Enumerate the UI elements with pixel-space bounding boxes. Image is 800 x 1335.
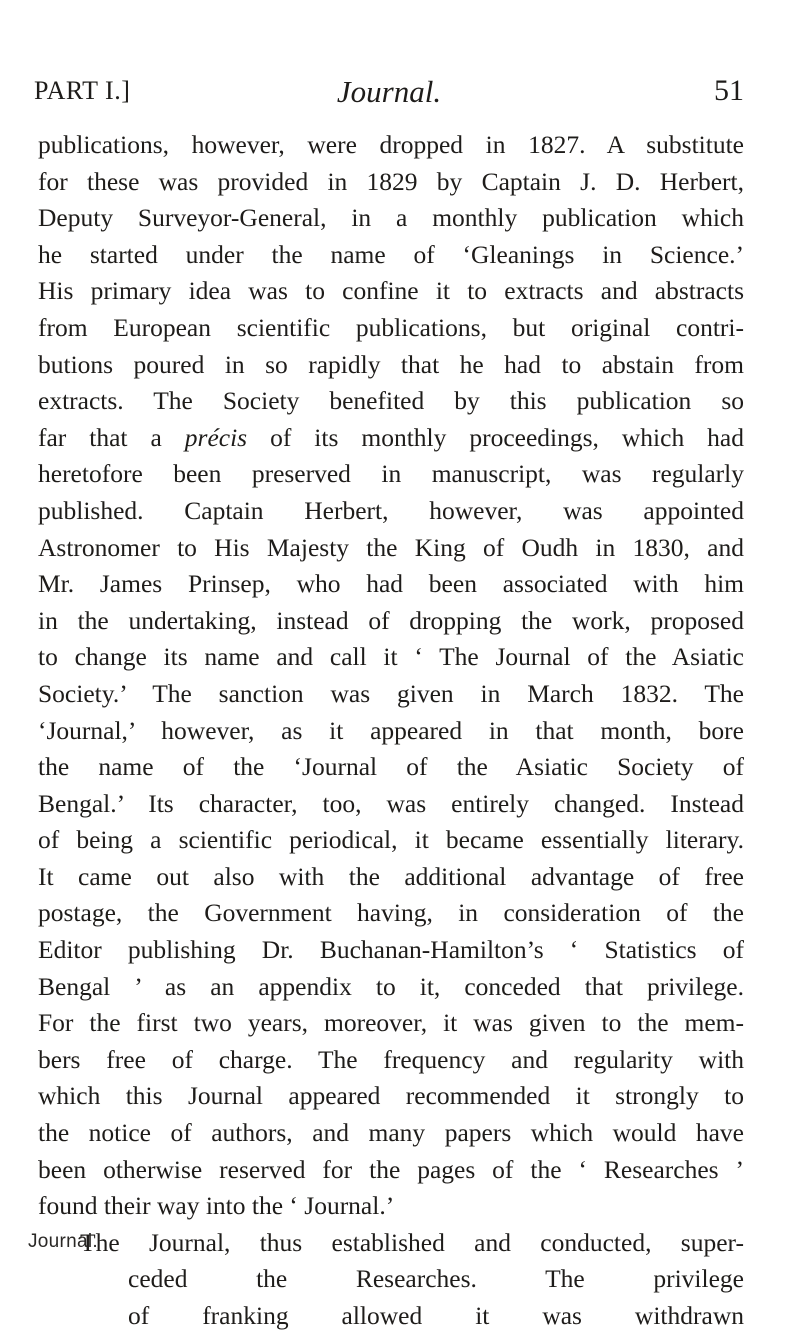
text-line: Bengal ’ as an appendix to it, conceded that privilege. [38,971,744,1001]
text-line: postage, the Government having, in consideration of the [38,898,744,928]
text-line: ‘Journal,’ however, as it appeared in that month, bore [38,715,744,745]
text-line: publications, however, were dropped in 1827. A substitute [38,130,744,159]
text-line: Mr. James Prinsep, who had been associated with him [38,569,744,599]
text-line: of being a scientific periodical, it became essentially literary. [38,825,744,855]
text-line: Deputy Surveyor-General, in a monthly publication which [38,203,744,233]
text-line: published. Captain Herbert, however, was appointed [38,495,744,525]
margin-note: Journal. [28,1231,98,1252]
text-line [38,420,744,457]
text-line: For the first two years, moreover, it was given to the mem- [38,1008,744,1038]
text-segment: of its monthly proceedings, which had [247,422,744,452]
header-title: Journal. [336,74,442,109]
text-line: found their way into the ‘ Journal.’ [38,1191,395,1221]
text-segment: far that a [38,422,185,452]
text-line: in the undertaking, instead of dropping the work, proposed [38,605,744,635]
text-line: ceded the Researches. The privilege [128,1264,744,1294]
text-line: the name of the ‘Journal of the Asiatic Society of [38,752,744,782]
text-line: been otherwise reserved for the pages of the ‘ Researches ’ [38,1154,744,1184]
text-line-paragraph-start: The Journal, thus established and conducted, super- [80,1227,744,1257]
text-line: Bengal.’ Its character, too, was entirely changed. Instead [38,788,744,818]
text-line: Society.’ The sanction was given in March 1832. The [38,678,744,708]
text-line: of franking allowed it was withdrawn [128,1301,744,1330]
italic-word: précis [184,422,248,452]
text-line: His primary idea was to confine it to extracts and abstracts [38,276,744,306]
running-header [34,76,744,116]
text-line: for these was provided in 1829 by Captain J. D. Herbert, [38,166,744,196]
text-line: Astronomer to His Majesty the King of Oudh in 1830, and [38,532,744,562]
text-line: It came out also with the additional advantage of free [38,861,744,891]
text-line: which this Journal appeared recommended it strongly to [38,1081,744,1111]
text-line: from European scientific publications, but original contri- [38,312,744,342]
body-paragraph [38,127,744,1335]
text-line: Editor publishing Dr. Buchanan-Hamilton’s ‘ Statistics of [38,935,744,965]
text-line: bers free of charge. The frequency and regularity with [38,1044,744,1074]
header-part-label: PART I.] [34,76,131,105]
text-line: extracts. The Society benefited by this publication so [38,386,744,416]
text-line: the notice of authors, and many papers which would have [38,1118,744,1148]
page-number: 51 [714,74,744,107]
text-line: he started under the name of ‘Gleanings in Science.’ [38,239,744,269]
text-line: heretofore been preserved in manuscript, was regularly [38,459,744,489]
text-line: to change its name and call it ‘ The Journal of the Asiatic [38,642,744,672]
text-line: butions poured in so rapidly that he had to abstain from [38,349,744,379]
